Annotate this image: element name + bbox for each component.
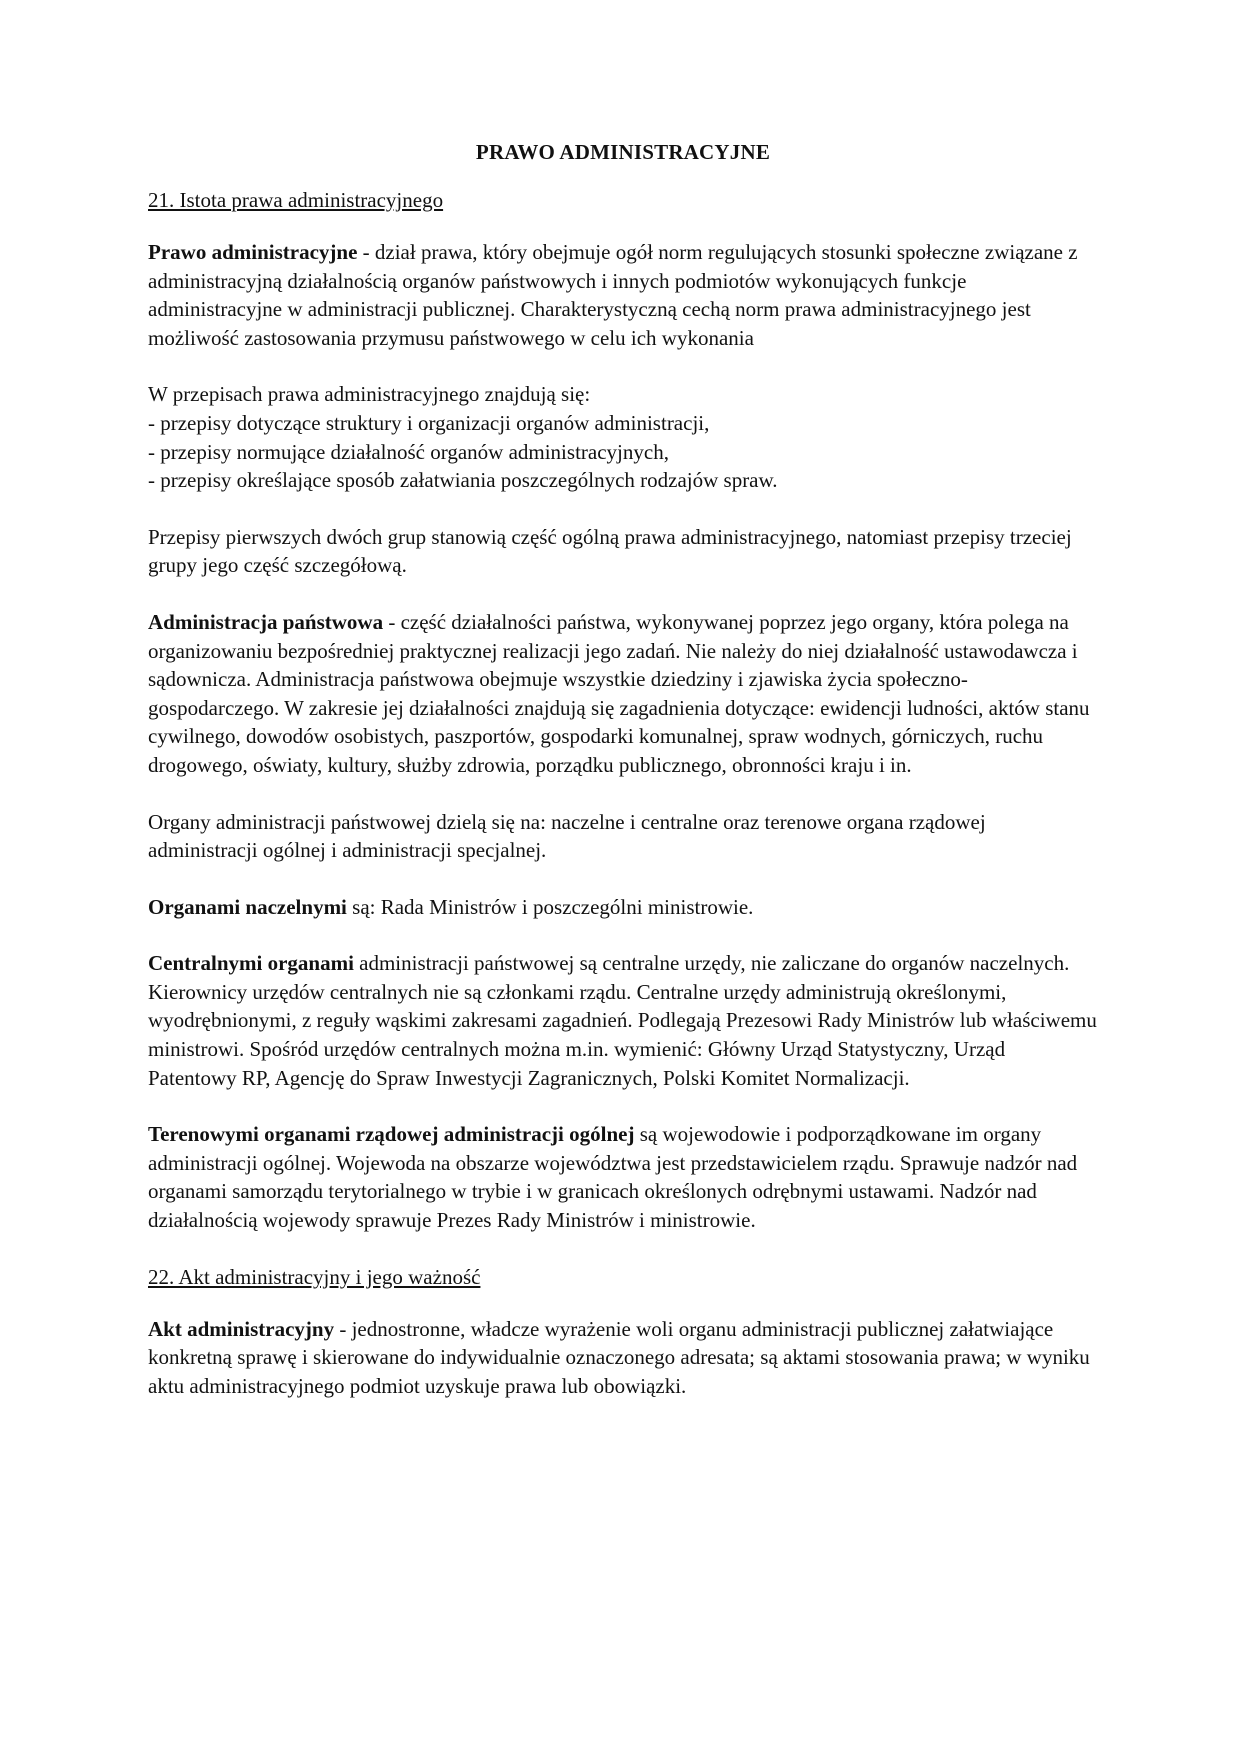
term-prawo-administracyjne: Prawo administracyjne (148, 240, 358, 264)
definition-organami-naczelnymi: są: Rada Ministrów i poszczególni ministrowie. (346, 894, 754, 919)
term-terenowymi-organami: Terenowymi organami rządowej administracji ogólnej (148, 1122, 635, 1147)
document-page (148, 138, 1098, 1428)
paragraph-prawo-administracyjne (148, 238, 1098, 352)
definition-prawo-administracyjne: - dział prawa, który obejmuje ogół norm regulujących stosunki społeczne związane z administracyjną działalnością organów państwowych i innych podmiotów wykonujących funkcje administracyjne w administracji publicznej. Charakterystyczną cechą norm prawa administracyjnego jest możliwość zastosowania przymusu państwowego w celu ich wykonania (148, 240, 1078, 350)
paragraph-organy-podzial: Organy administracji państwowej dzielą się na: naczelne i centralne oraz terenowe organa rządowej administracji ogólnej i administracji specjalnej. (148, 809, 986, 863)
paragraph-organy-naczelne (148, 893, 1098, 922)
paragraph-administracja-panstwowa (148, 608, 1098, 780)
list-item: - przepisy normujące działalność organów administracyjnych, (148, 439, 669, 464)
term-akt-administracyjny: Akt administracyjny (148, 1316, 335, 1341)
definition-akt-administracyjny: - jednostronne, władcze wyrażenie woli organu administracji publicznej załatwiające konkretną sprawę i skierowane do indywidualnie oznaczonego adresata; są aktami stosowania prawa; w wyniku aktu administracyjnego podmiot uzyskuje prawa lub obowiązki. (148, 1316, 1090, 1398)
list-item: - przepisy dotyczące struktury i organizacji organów administracji, (148, 410, 710, 435)
list-item: - przepisy określające sposób załatwiania poszczególnych rodzajów spraw. (148, 468, 778, 493)
provisions-list (148, 409, 1098, 495)
term-centralnymi-organami: Centralnymi organami (148, 951, 354, 976)
definition-centralnymi-organami: administracji państwowej są centralne urzędy, nie zaliczane do organów naczelnych. Kierownicy urzędów centralnych nie są członkami rządu. Centralne urzędy administrują określonymi, wyodrębnionymi, z reguły wąskimi zakresami zagadnień. Podlegają Prezesowi Rady Ministrów lub właściwemu ministrowi. Spośród urzędów centralnych można m.in. wymienić: Główny Urząd Statystyczny, Urząd Patentowy RP, Agencję do Spraw Inwestycji Zagranicznych, Polski Komitet Normalizacji. (148, 951, 1097, 1090)
definition-administracja-panstwowa: - część działalności państwa, wykonywanej poprzez jego organy, która polega na organizowaniu bezpośredniej praktycznej realizacji jego zadań. Nie należy do niej działalność ustawodawcza i sądownicza. Administracja państwowa obejmuje wszystkie dziedziny i zjawiska życia społeczno-gospodarczego. W zakresie jej działalności znajdują się zagadnienia dotyczące: ewidencji ludności, aktów stanu cywilnego, dowodów osobistych, paszportów, gospodarki komunalnej, spraw wodnych, górniczych, ruchu drogowego, oświaty, kultury, służby zdrowia, porządku publicznego, obronności kraju i in. (148, 609, 1090, 777)
document-title: PRAWO ADMINISTRACYJNE (475, 140, 771, 164)
paragraph-organy-terenowe (148, 1120, 1098, 1234)
paragraph-akt-administracyjny (148, 1315, 1098, 1401)
list-intro: W przepisach prawa administracyjnego znajdują się: (148, 382, 591, 407)
definition-terenowymi-organami: są wojewodowie i podporządkowane im organy administracji ogólnej. Wojewoda na obszarze województwa jest przedstawicielem rządu. Sprawuje nadzór nad organami samorządu terytorialnego w trybie i w granicach określonych odrębnymi ustawami. Nadzór nad działalnością wojewody sprawuje Prezes Rady Ministrów i ministrowie. (148, 1122, 1078, 1233)
paragraph-przepisy-grupy: Przepisy pierwszych dwóch grup stanowią część ogólną prawa administracyjnego, natomiast przepisy trzeciej grupy jego część szczegółową. (148, 524, 1072, 578)
paragraph-organy-centralne (148, 949, 1098, 1092)
term-organami-naczelnymi: Organami naczelnymi (148, 894, 347, 919)
section-heading-21: 21. Istota prawa administracyjnego (148, 188, 444, 212)
term-administracja-panstwowa: Administracja państwowa (148, 609, 384, 634)
section-heading-22: 22. Akt administracyjny i jego ważność (148, 1264, 481, 1289)
